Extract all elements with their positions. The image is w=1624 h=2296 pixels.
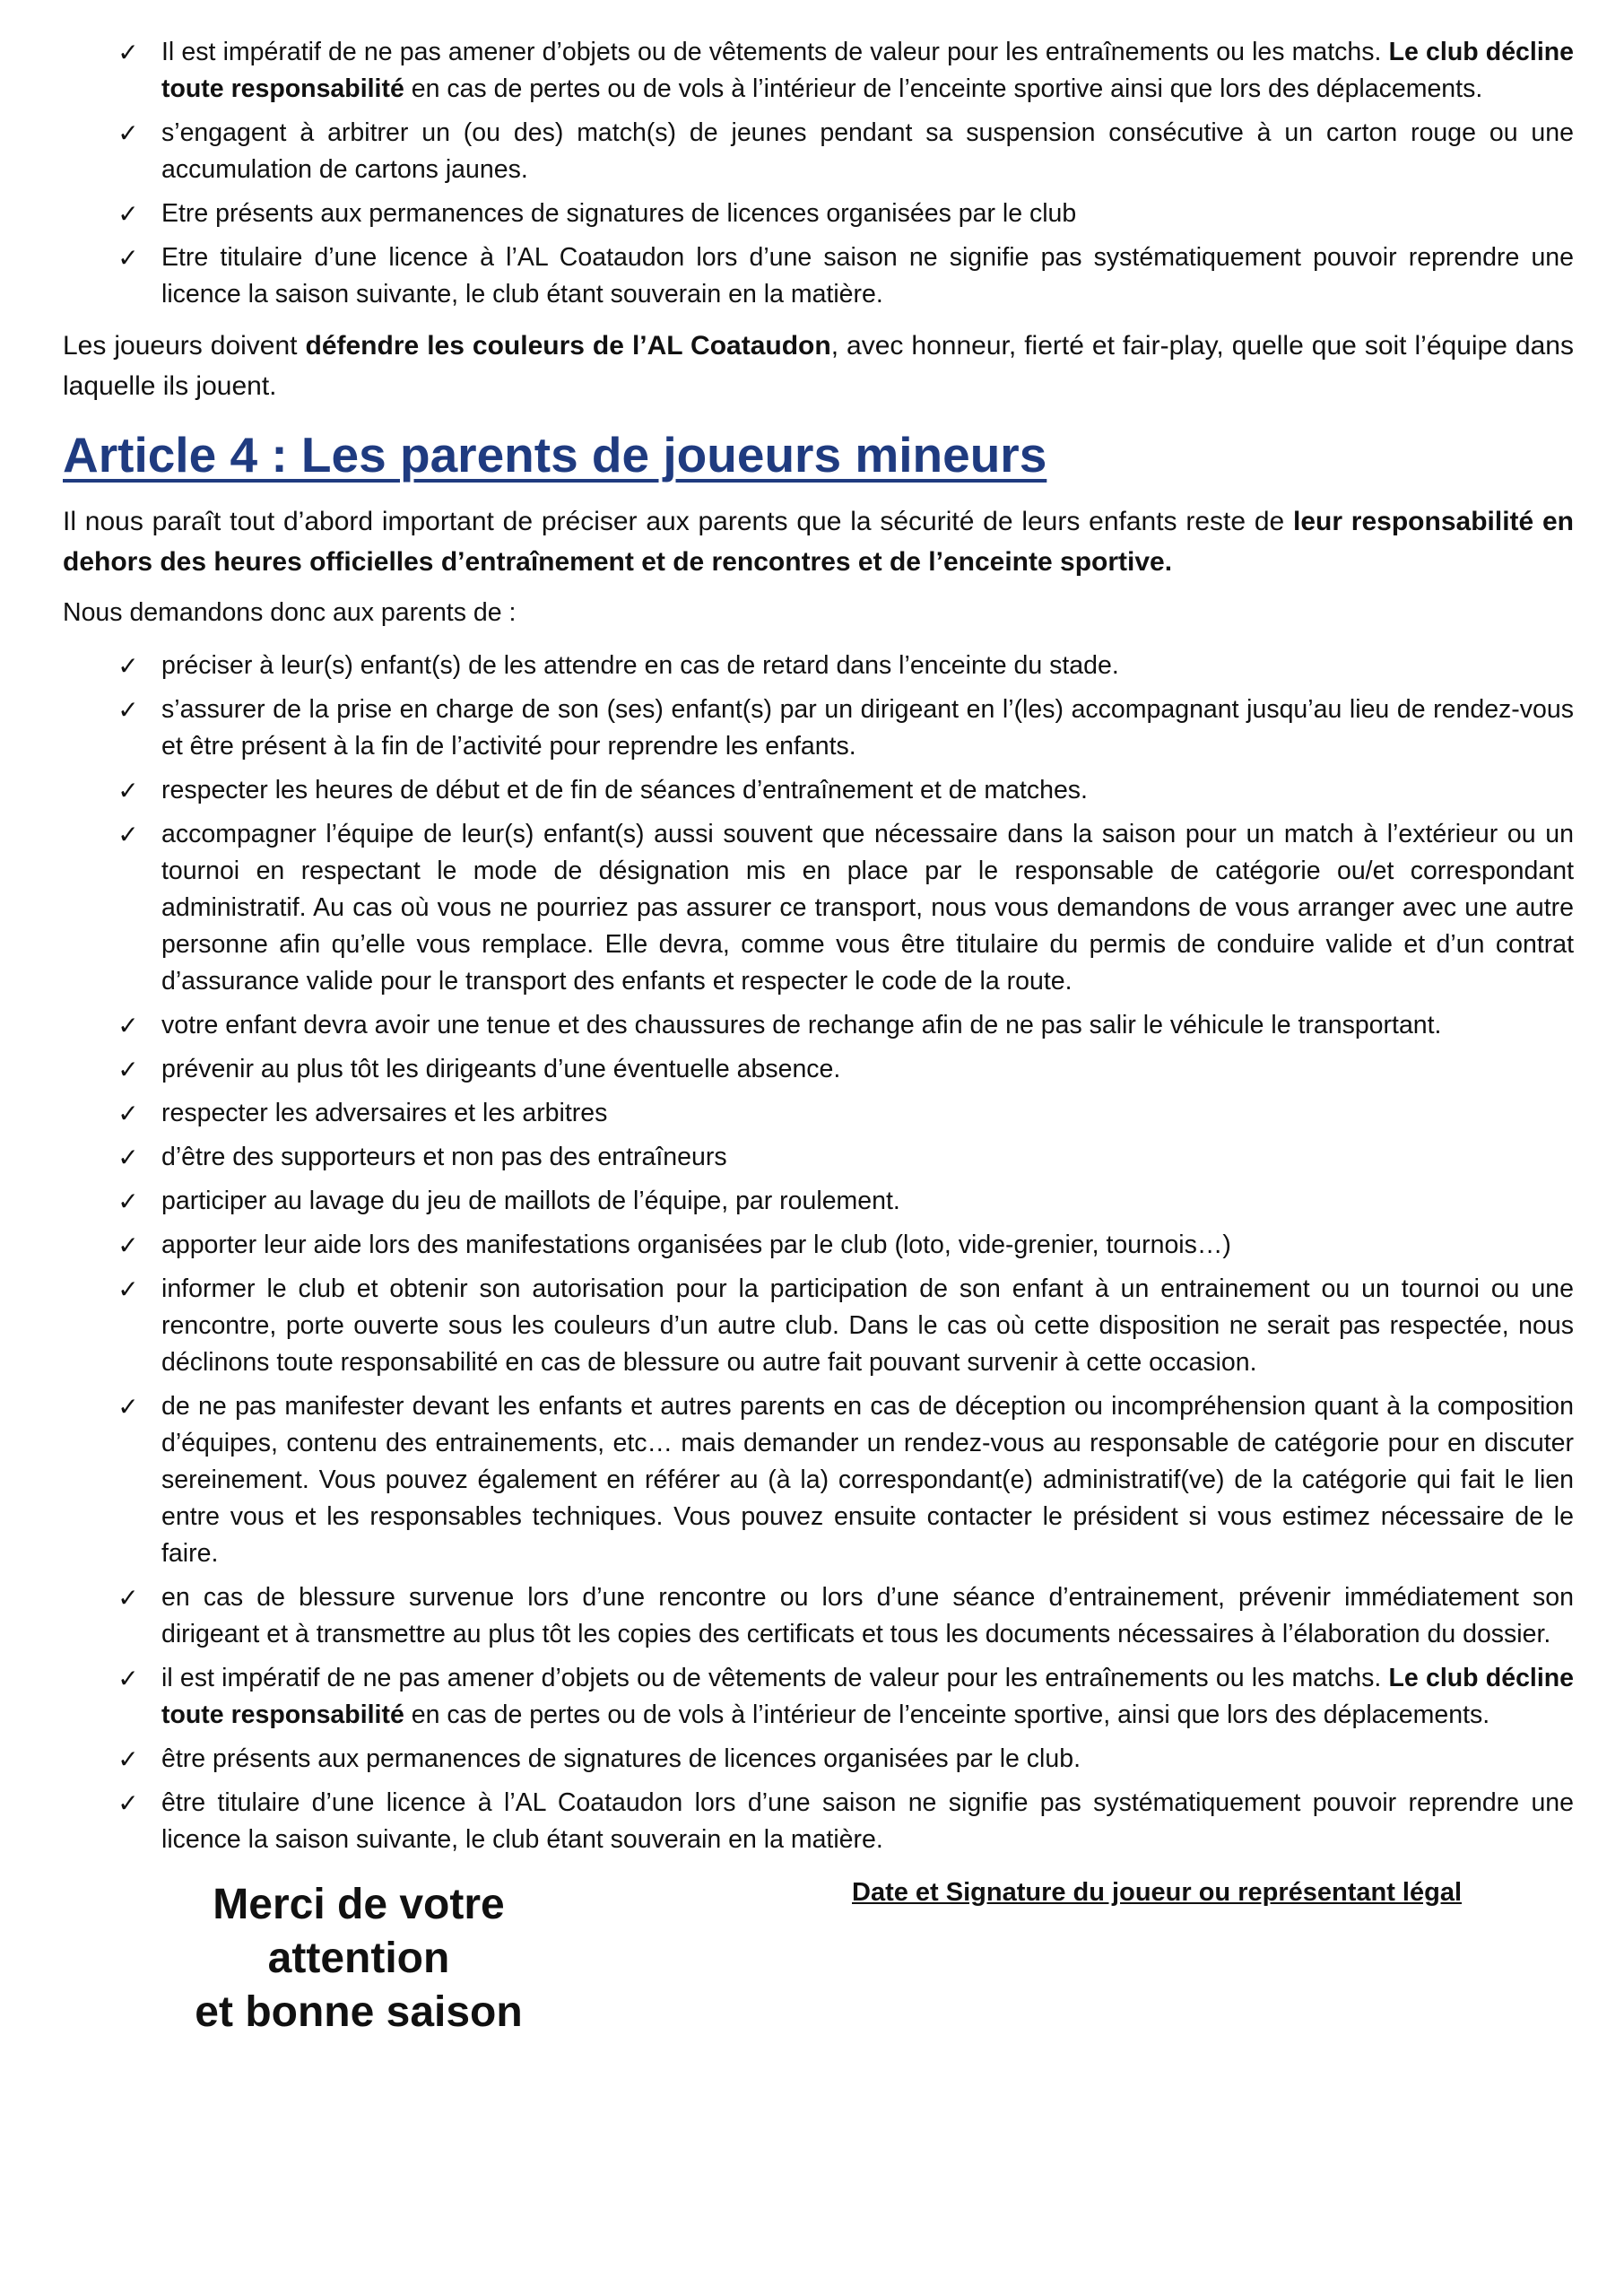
check-mark-icon: ✓ — [117, 199, 139, 229]
list-item — [63, 34, 1574, 108]
players-paragraph-text: , avec honneur, fierté et fair-play, quelle que soit l’équipe dans laquelle ils jouent. — [63, 331, 1574, 401]
list-item-text: Le club décline toute responsabilité — [161, 38, 1574, 103]
list-item-text: de ne pas manifester devant les enfants et autres parents en cas de déception ou incompréhension quant à la composition d’équipes, contenu des entrainements, etc… mais demander un rendez-vous au responsable de catégorie pour en discuter sereinement. Vous pouvez également en référer au (à la) correspondant(e) administratif(ve) de la catégorie qui fait le lien entre vous et les responsables techniques. Vous pouvez ensuite contacter le président si vous estimez nécessaire de le faire. — [161, 1392, 1574, 1568]
check-mark-icon: ✓ — [117, 1664, 139, 1693]
list-item-text: il est impératif de ne pas amener d’objets ou de vêtements de valeur pour les entraînements ou les matchs. — [161, 1664, 1389, 1692]
list-item — [63, 1051, 1574, 1088]
ask-line: Nous demandons donc aux parents de : — [63, 598, 517, 627]
list-item — [63, 816, 1574, 1000]
list-item — [63, 1785, 1574, 1858]
list-item-text: prévenir au plus tôt les dirigeants d’une éventuelle absence. — [161, 1055, 841, 1083]
list-item-text: préciser à leur(s) enfant(s) de les attendre en cas de retard dans l’enceinte du stade. — [161, 651, 1119, 680]
list-item — [63, 1660, 1574, 1734]
check-mark-icon: ✓ — [117, 1011, 139, 1040]
check-mark-icon: ✓ — [117, 1099, 139, 1128]
check-mark-icon: ✓ — [117, 776, 139, 805]
thanks-line-1: Merci de votre attention — [213, 1881, 505, 1982]
check-mark-icon: ✓ — [117, 820, 139, 849]
check-mark-icon: ✓ — [117, 118, 139, 148]
thanks-line-2: et bonne saison — [195, 1988, 523, 2036]
list-item — [63, 196, 1574, 232]
list-item-text: s’engagent à arbitrer un (ou des) match(s) de jeunes pendant sa suspension consécutive à un carton rouge ou une accumulation de cartons jaunes. — [161, 118, 1574, 184]
list-item-text: Il est impératif de ne pas amener d’objets ou de vêtements de valeur pour les entraînements ou les matchs. — [161, 38, 1389, 66]
check-mark-icon: ✓ — [117, 1187, 139, 1216]
check-mark-icon: ✓ — [117, 1788, 139, 1818]
list-item-text: en cas de blessure survenue lors d’une rencontre ou lors d’une séance d’entrainement, prévenir immédiatement son dirigeant et à transmettre au plus tôt les copies des certificats et tous les documents nécessaires à l’élaboration du dossier. — [161, 1583, 1574, 1648]
list-item — [63, 239, 1574, 313]
check-mark-icon: ✓ — [117, 1392, 139, 1422]
list-item — [63, 115, 1574, 188]
list-item-text: Le club décline toute responsabilité — [161, 1664, 1575, 1729]
check-mark-icon: ✓ — [117, 38, 139, 67]
list-item-text: participer au lavage du jeu de maillots de l’équipe, par roulement. — [161, 1187, 900, 1215]
check-mark-icon: ✓ — [117, 1274, 139, 1304]
list-item-text: être titulaire d’une licence à l’AL Coataudon lors d’une saison ne signifie pas systématiquement pouvoir reprendre une licence la saison suivante, le club étant souverain en la matière. — [161, 1788, 1574, 1854]
players-paragraph-text: défendre les couleurs de l’AL Coataudon — [305, 331, 831, 361]
check-mark-icon: ✓ — [117, 651, 139, 681]
list-item-text: d’être des supporteurs et non pas des entraîneurs — [161, 1143, 727, 1171]
list-item-text: en cas de pertes ou de vols à l’intérieur de l’enceinte sportive, ainsi que lors des déplacements. — [404, 1700, 1490, 1729]
list-item-text: votre enfant devra avoir une tenue et des chaussures de rechange afin de ne pas salir le véhicule le transportant. — [161, 1011, 1442, 1039]
players-paragraph — [63, 326, 1574, 406]
list-item — [63, 1741, 1574, 1778]
check-mark-icon: ✓ — [117, 1744, 139, 1774]
list-item — [63, 1227, 1574, 1264]
intro-paragraph-text: leur responsabilité en dehors des heures officielles d’entraînement et de rencontres et de l’enceinte sportive. — [63, 507, 1575, 577]
list-item — [63, 1271, 1574, 1381]
list-item-text: informer le club et obtenir son autorisation pour la participation de son enfant à un entrainement ou un tournoi ou une rencontre, porte ouverte sous les couleurs d’un autre club. Dans le cas où cette disposition ne serait pas respectée, nous déclinons toute responsabilité en cas de blessure ou autre fait pouvant survenir à cette occasion. — [161, 1274, 1574, 1377]
list-item-text: être présents aux permanences de signatures de licences organisées par le club. — [161, 1744, 1081, 1773]
players-paragraph-text: Les joueurs doivent — [63, 331, 306, 361]
footer — [63, 1878, 1574, 2036]
signature-label: Date et Signature du joueur ou représentant légal — [852, 1878, 1463, 1907]
intro-paragraph-text: Il nous paraît tout d’abord important de préciser aux parents que la sécurité de leurs enfants reste de — [63, 507, 1293, 536]
list-item-text: respecter les adversaires et les arbitres — [161, 1099, 608, 1127]
check-mark-icon: ✓ — [117, 1143, 139, 1172]
list-item-text: s’assurer de la prise en charge de son (ses) enfant(s) par un dirigeant en l’(les) accompagnant jusqu’au lieu de rendez-vous et être présent à la fin de l’activité pour reprendre les enfants. — [161, 695, 1574, 761]
parent-rules-list — [63, 648, 1574, 1858]
list-item — [63, 691, 1574, 765]
list-item-text: respecter les heures de début et de fin de séances d’entraînement et de matches. — [161, 776, 1088, 804]
check-mark-icon: ✓ — [117, 1231, 139, 1260]
list-item-text: apporter leur aide lors des manifestations organisées par le club (loto, vide-grenier, tournois…) — [161, 1231, 1231, 1259]
list-item — [63, 648, 1574, 684]
list-item-text: en cas de pertes ou de vols à l’intérieur de l’enceinte sportive ainsi que lors des déplacements. — [404, 74, 1483, 103]
thanks-message — [117, 1878, 601, 2039]
check-mark-icon: ✓ — [117, 1583, 139, 1613]
list-item-text: Etre présents aux permanences de signatures de licences organisées par le club — [161, 199, 1077, 228]
list-item-text: accompagner l’équipe de leur(s) enfant(s) aussi souvent que nécessaire dans la saison pour un match à l’extérieur ou un tournoi en respectant le mode de désignation mis en place par le responsable de catégorie ou/et correspondant administratif. Au cas où vous ne pourriez pas assurer ce transport, nous vous demandons de vous arranger avec une autre personne afin qu’elle vous remplace. Elle devra, comme vous être titulaire du permis de conduire valide et d’un contrat d’assurance valide pour le transport des enfants et respecter le code de la route. — [161, 820, 1574, 996]
check-mark-icon: ✓ — [117, 1055, 139, 1084]
intro-paragraph — [63, 501, 1574, 582]
list-item — [63, 1007, 1574, 1044]
list-item — [63, 1139, 1574, 1176]
check-mark-icon: ✓ — [117, 243, 139, 273]
top-rules-list — [63, 34, 1574, 313]
list-item-text: Etre titulaire d’une licence à l’AL Coataudon lors d’une saison ne signifie pas systématiquement pouvoir reprendre une licence la saison suivante, le club étant souverain en la matière. — [161, 243, 1574, 309]
document-page — [63, 34, 1575, 2036]
check-mark-icon: ✓ — [117, 695, 139, 725]
list-item — [63, 1579, 1574, 1653]
list-item — [63, 1183, 1574, 1220]
article-title: Article 4 : Les parents de joueurs mineurs — [63, 427, 1047, 483]
list-item — [63, 772, 1574, 809]
list-item — [63, 1388, 1574, 1572]
list-item — [63, 1095, 1574, 1132]
